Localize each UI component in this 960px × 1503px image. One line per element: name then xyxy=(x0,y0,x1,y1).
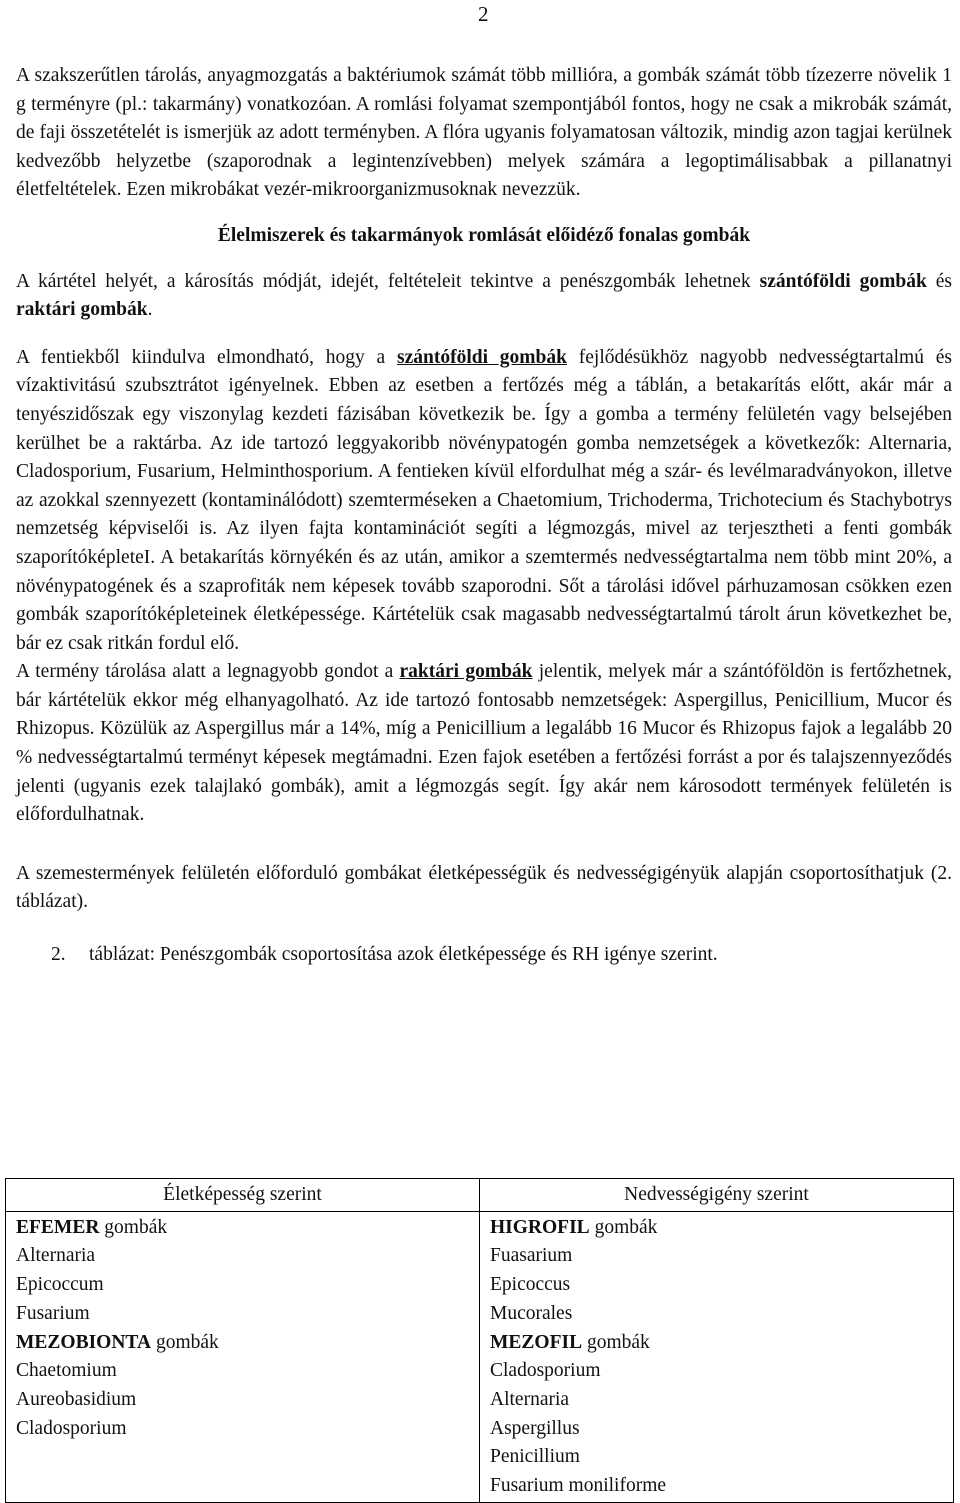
group-title-efemer: EFEMER gombák xyxy=(16,1216,168,1238)
table-caption xyxy=(16,941,952,970)
paragraph-damage-text-2: és xyxy=(926,270,952,292)
paragraph-damage-text-1: A kártétel helyét, a károsítás módját, idejét, feltételeit tekintve a penészgombák lehetnek xyxy=(16,270,760,292)
table-cell-viability xyxy=(6,1211,480,1502)
list-item: Alternaria xyxy=(490,1388,570,1410)
list-item: Chaetomium xyxy=(16,1360,117,1382)
list-item: Penicillium xyxy=(490,1446,580,1468)
list-item: Fusarium xyxy=(16,1302,90,1324)
group-title-mezofil: MEZOFIL gombák xyxy=(490,1331,650,1353)
document-body xyxy=(16,62,952,970)
paragraph-intro xyxy=(16,62,952,205)
list-item: Epicoccum xyxy=(16,1274,104,1296)
fungi-classification-table xyxy=(5,1178,954,1503)
table-cell-moisture xyxy=(480,1211,954,1502)
paragraph-fungi-text-3: A termény tárolása alatt a legnagyobb gondot a xyxy=(16,661,400,683)
paragraph-intro-sentence-2: A romlási folyamat szempontjából fontos, hogy ne csak a mikrobák számát, de faji összetételét is ismerjük az adott terményben. A flóra ugyanis folyamatosan változik, mindig azon tagjai kerülnek kedvezőbb helyzetbe (szaporodnak a legintenzívebben) melyek számára a legoptimálisabbak a pillanatnyi életfeltételek. Ezen mikrobákat vezér-mikroorganizmusoknak nevezzük. xyxy=(16,93,952,201)
paragraph-grouping: A szemestermények felületén előforduló gombákat életképességük és nedvességigényük alapján csoportosíthatjuk (2. táblázat). xyxy=(16,862,952,913)
paragraph-damage-types xyxy=(16,268,952,325)
list-item: Aureobasidium xyxy=(16,1388,137,1410)
list-item: Fuasarium xyxy=(490,1245,573,1267)
group-title-mezobionta: MEZOBIONTA gombák xyxy=(16,1331,219,1353)
list-item: Mucorales xyxy=(490,1302,573,1324)
group-title-higrofil: HIGROFIL gombák xyxy=(490,1216,658,1238)
list-item: Cladosporium xyxy=(16,1417,127,1439)
table-header-viability: Életképesség szerint xyxy=(6,1179,480,1212)
paragraph-fungi-text-4: jelentik, melyek már a szántóföldön is fertőzhetnek, bár kártételük ekkor még elhanyagolható. Az ide tartozó fontosabb nemzetségek: Aspergillus, Penicillium, Mucor és Rhizopus. Közülük az Aspergillus már a 14%, míg a Penicillium a legalább 16 Mucor és Rhizopus fajok a legalább 20 % nedvességtartalmú terményt képesek megtámadni. Ezen fajok esetében a fertőzési forrást a por és talajszennyeződés jelenti (ugyanis ezek talajlakó gombák), amit a légmozgás segít. Így akár nem károsodott termények felületén is előfordulhatnak. xyxy=(16,661,952,826)
storage-fungi-underlined: raktári gombák xyxy=(399,661,533,683)
list-item: Aspergillus xyxy=(490,1417,580,1439)
list-item: Fusarium moniliforme xyxy=(490,1475,667,1497)
list-item: Epicoccus xyxy=(490,1274,571,1296)
page-number: 2 xyxy=(478,2,489,26)
storage-fungi-term: raktári gombák xyxy=(16,299,148,321)
list-item: Alternaria xyxy=(16,1245,96,1267)
table-header-moisture: Nedvességigény szerint xyxy=(480,1179,954,1212)
paragraph-intro-sentence-1: A szakszerűtlen tárolás, anyagmozgatás a baktériumok számát több millióra, a gombák számát több tízezerre növelik 1 g terményre (pl.: takarmány) vonatkozóan. xyxy=(16,65,952,115)
table-caption-number: 2. xyxy=(51,944,66,966)
table-header-row xyxy=(6,1179,954,1212)
paragraph-fungi-text-1: A fentiekből kiindulva elmondható, hogy a xyxy=(16,346,397,368)
table-caption-text: táblázat: Penészgombák csoportosítása azok életképessége és RH igénye szerint. xyxy=(89,944,718,966)
section-heading: Élelmiszerek és takarmányok romlását előidéző fonalas gombák xyxy=(217,224,751,246)
list-item: Cladosporium xyxy=(490,1360,601,1382)
field-fungi-underlined: szántóföldi gombák xyxy=(397,346,567,368)
paragraph-damage-text-3: . xyxy=(147,299,153,321)
field-fungi-term: szántóföldi gombák xyxy=(759,270,927,292)
paragraph-fungi-text-2: fejlődésükhöz nagyobb nedvességtartalmú és vízaktivitású szubsztrátot igényelnek. Ebben az esetben a fertőzés még a táblán, a betakarítás előtt, akár már a tenyészidőszak egy viszonylag kezdeti fázisában következik be. Így a gomba a termény felületén vagy belsejében kerülhet be a raktárba. Az ide tartozó leggyakoribb növénypatogén gomba nemzetségek a következők: Alternaria, Cladosporium, Fusarium, Helminthosporium. A fentieken kívül elfordulhat még a szár- és levélmaradványokon, illetve az azokkal szennyezett (kontaminálódott) szemterméseken a Chaetomium, Trichoderma, Trichotecium és Stachybotrys nemzetség képviselői is. Az ilyen fajta kontaminációt segíti a légmozgás, mivel az terjesztheti a fenti gombák szaporítóképleteI. A betakarítás környékén és az után, amikor a szemtermés nedvességtartalma nem több mint 20%, a növénypatogének és a szaprofiták nem képesek tovább szaporodni. Sőt a tárolási idővel párhuzamosan csökken ezen gombák szaporítóképleteinek életképessége. Kártételük csak magasabb nedvességtartalmú tárolt árun következhet be, bár ez csak ritkán fordul elő. xyxy=(16,346,952,654)
table-body-row xyxy=(6,1211,954,1502)
paragraph-fungi-details xyxy=(16,344,952,830)
